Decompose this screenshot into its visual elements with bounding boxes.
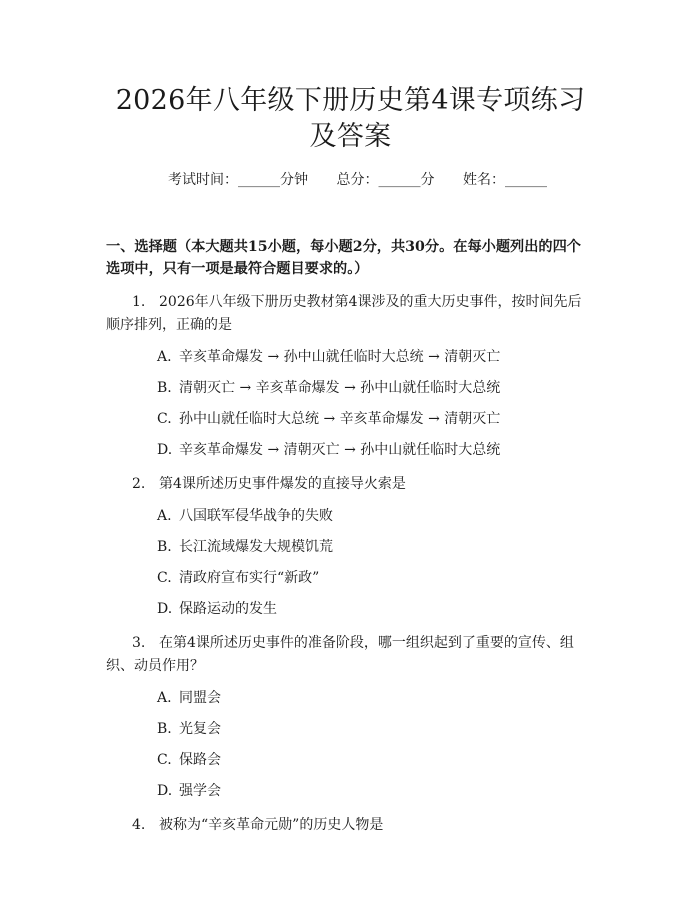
option-letter: D.	[157, 601, 173, 617]
option-letter: C.	[157, 752, 172, 768]
option-c	[157, 749, 595, 771]
option-b	[157, 718, 595, 740]
exam-info-line	[106, 170, 595, 190]
option-text: 清朝灭亡 → 辛亥革命爆发 → 孙中山就任临时大总统	[179, 380, 501, 396]
option-letter: D.	[157, 442, 173, 458]
option-d	[157, 780, 595, 802]
option-c	[157, 408, 595, 430]
question-text: 2026年八年级下册历史教材第4课涉及的重大历史事件，按时间先后顺序排列，正确的是	[106, 294, 582, 333]
option-b	[157, 536, 595, 558]
question-3-options	[106, 687, 595, 802]
question-number: 3.	[132, 635, 146, 651]
question-2-options	[106, 505, 595, 620]
total-score-label: 总分：	[336, 172, 379, 188]
question-number: 2.	[132, 476, 146, 492]
total-score-blank: ______	[378, 172, 421, 188]
section-heading-multiple-choice: 一、选择题（本大题共15小题，每小题2分，共30分。在每小题列出的四个选项中，只有一项是最符合题目要求的。）	[106, 239, 581, 277]
option-letter: D.	[157, 783, 173, 799]
option-a	[157, 505, 595, 527]
question-number: 1.	[132, 294, 146, 310]
option-c	[157, 567, 595, 589]
option-text: 长江流域爆发大规模饥荒	[179, 539, 333, 555]
exam-time-unit: 分钟	[280, 172, 309, 188]
question-1-options	[106, 346, 595, 461]
option-text: 辛亥革命爆发 → 孙中山就任临时大总统 → 清朝灭亡	[179, 349, 501, 365]
option-text: 光复会	[179, 721, 221, 737]
option-letter: B.	[157, 721, 172, 737]
question-text: 被称为“辛亥革命元勋”的历史人物是	[159, 817, 384, 833]
student-name-label: 姓名：	[462, 172, 505, 188]
option-a	[157, 346, 595, 368]
question-text: 在第4课所述历史事件的准备阶段，哪一组织起到了重要的宣传、组织、动员作用？	[106, 635, 574, 674]
exam-time-field	[168, 170, 308, 190]
option-a	[157, 687, 595, 709]
option-letter: B.	[157, 380, 172, 396]
option-d	[157, 598, 595, 620]
option-text: 八国联军侵华战争的失败	[179, 508, 333, 524]
question-1	[106, 291, 595, 337]
option-text: 同盟会	[179, 690, 221, 706]
option-letter: A.	[157, 349, 172, 365]
option-letter: A.	[157, 690, 172, 706]
student-name-field	[463, 170, 547, 190]
question-3	[106, 632, 595, 678]
total-score-unit: 分	[420, 172, 435, 188]
question-text: 第4课所述历史事件爆发的直接导火索是	[159, 476, 406, 492]
option-letter: C.	[157, 570, 172, 586]
option-letter: C.	[157, 411, 172, 427]
total-score-field	[337, 170, 435, 190]
exam-time-blank: ______	[238, 172, 281, 188]
option-text: 保路运动的发生	[179, 601, 277, 617]
document-title: 2026年八年级下册历史第4课专项练习及答案	[115, 85, 586, 152]
option-b	[157, 377, 595, 399]
option-text: 清政府宣布实行“新政”	[179, 570, 320, 586]
student-name-blank: ______	[504, 172, 547, 188]
question-4	[106, 814, 595, 837]
option-text: 辛亥革命爆发 → 清朝灭亡 → 孙中山就任临时大总统	[179, 442, 501, 458]
question-2	[106, 473, 595, 496]
option-letter: A.	[157, 508, 172, 524]
option-letter: B.	[157, 539, 172, 555]
question-number: 4.	[132, 817, 146, 833]
option-text: 强学会	[179, 783, 221, 799]
option-d	[157, 439, 595, 461]
exam-time-label: 考试时间：	[168, 172, 239, 188]
option-text: 保路会	[179, 752, 221, 768]
option-text: 孙中山就任临时大总统 → 辛亥革命爆发 → 清朝灭亡	[179, 411, 501, 427]
